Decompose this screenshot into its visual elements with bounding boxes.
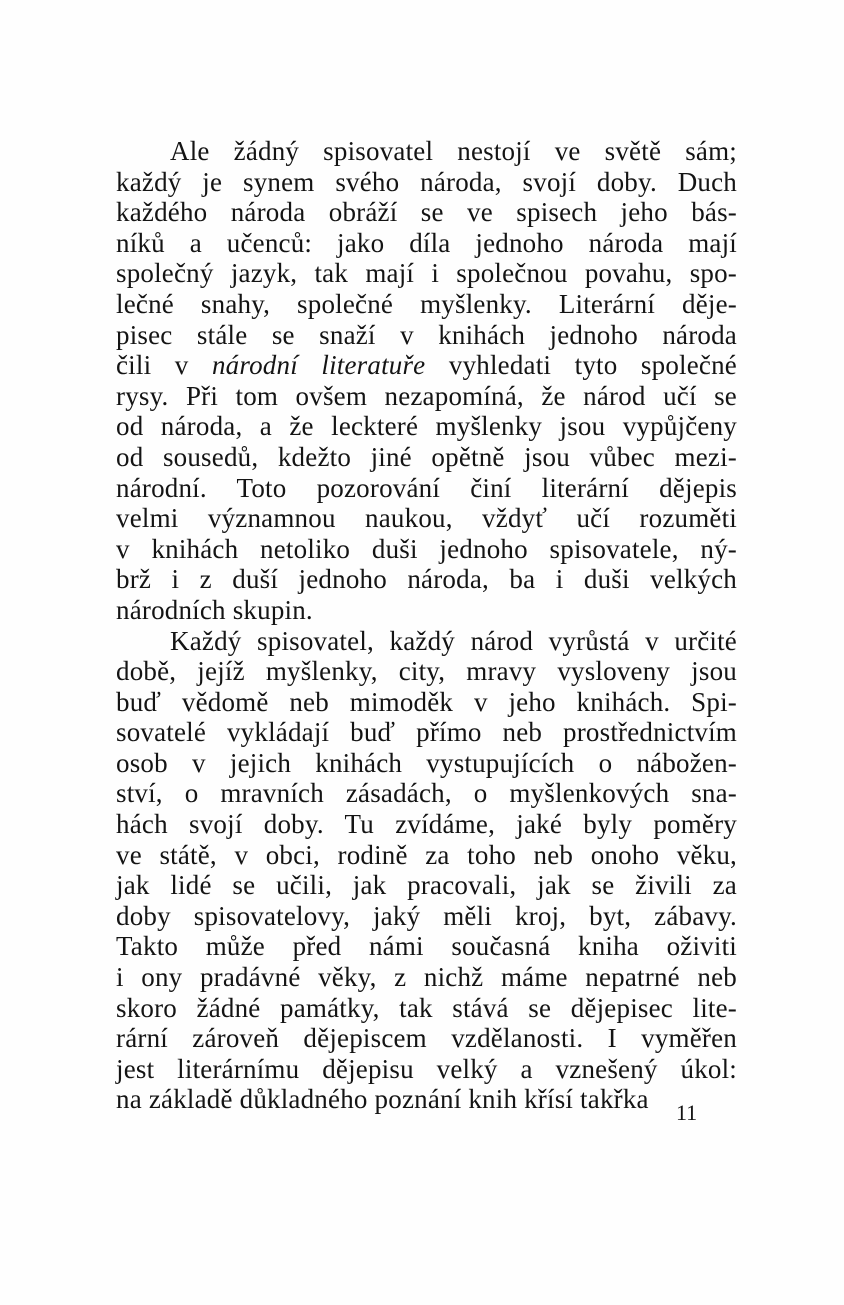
body-text (116, 136, 737, 1115)
text-line: době, jejíž myšlenky, city, mravy vysloveny jsou (116, 656, 737, 687)
text-line: od sousedů, kdežto jiné opětně jsou vůbec mezi- (116, 441, 737, 472)
paragraph (116, 626, 737, 1116)
text-line: buď vědomě neb mimoděk v jeho knihách. Spi- (116, 686, 737, 717)
text-line: lečné snahy, společné myšlenky. Literární děje- (116, 288, 737, 319)
text-line: společný jazyk, tak mají i společnou povahu, spo- (116, 258, 737, 289)
text-line (116, 350, 737, 381)
text-line: sovatelé vykládají buď přímo neb prostřednictvím (116, 717, 737, 748)
text-line: pisec stále se snaží v knihách jednoho národa (116, 319, 737, 350)
text-line: každého národa obráží se ve spisech jeho bás- (116, 197, 737, 228)
text-line: Ale žádný spisovatel nestojí ve světě sám; (170, 136, 737, 166)
paragraph (116, 136, 737, 626)
text-line: ve státě, v obci, rodině za toho neb onoho věku, (116, 839, 737, 870)
text-line: doby spisovatelovy, jaký měli kroj, byt, zábavy. (116, 900, 737, 931)
text-line: na základě důkladného poznání knih křísí takřka (116, 1084, 649, 1115)
text-line: národních skupin. (116, 594, 313, 625)
text-line: hách svojí doby. Tu zvídáme, jaké byly poměry (116, 809, 737, 840)
text-line: brž i z duší jednoho národa, ba i duši velkých (116, 564, 737, 595)
text-line: ství, o mravních zásadách, o myšlenkových sna- (116, 778, 737, 809)
text-line: jest literárnímu dějepisu velký a vznešený úkol: (116, 1053, 737, 1084)
text-line: od národa, a že leckteré myšlenky jsou vypůjčeny (116, 411, 737, 442)
text-line: skoro žádné památky, tak stává se dějepisec lite- (116, 992, 737, 1023)
text-line: každý je synem svého národa, svojí doby. Duch (116, 166, 737, 197)
text-line: velmi významnou naukou, vždyť učí rozuměti (116, 503, 737, 534)
text-line: v knihách netoliko duši jednoho spisovatele, ný- (116, 533, 737, 564)
text-line: rysy. Při tom ovšem nezapomíná, že národ učí se (116, 380, 737, 411)
page-number: 11 (676, 1100, 698, 1125)
text-span: vyhledati tyto společné (425, 350, 737, 381)
text-line: jak lidé se učili, jak pracovali, jak se živili za (116, 870, 737, 901)
text-line: i ony pradávné věky, z nichž máme nepatrné neb (116, 962, 737, 993)
emphasized-term: národní literatuře (211, 350, 426, 381)
text-line: Takto může před námi současná kniha oživiti (116, 931, 737, 962)
text-line: rární zároveň dějepiscem vzdělanosti. I vyměřen (116, 1023, 737, 1054)
text-line: níků a učenců: jako díla jednoho národa mají (116, 227, 737, 258)
text-line: osob v jejich knihách vystupujících o nábožen- (116, 747, 737, 778)
text-span: čili v (116, 350, 212, 381)
text-line: národní. Toto pozorování činí literární dějepis (116, 472, 737, 503)
text-line: Každý spisovatel, každý národ vyrůstá v určité (170, 625, 737, 656)
